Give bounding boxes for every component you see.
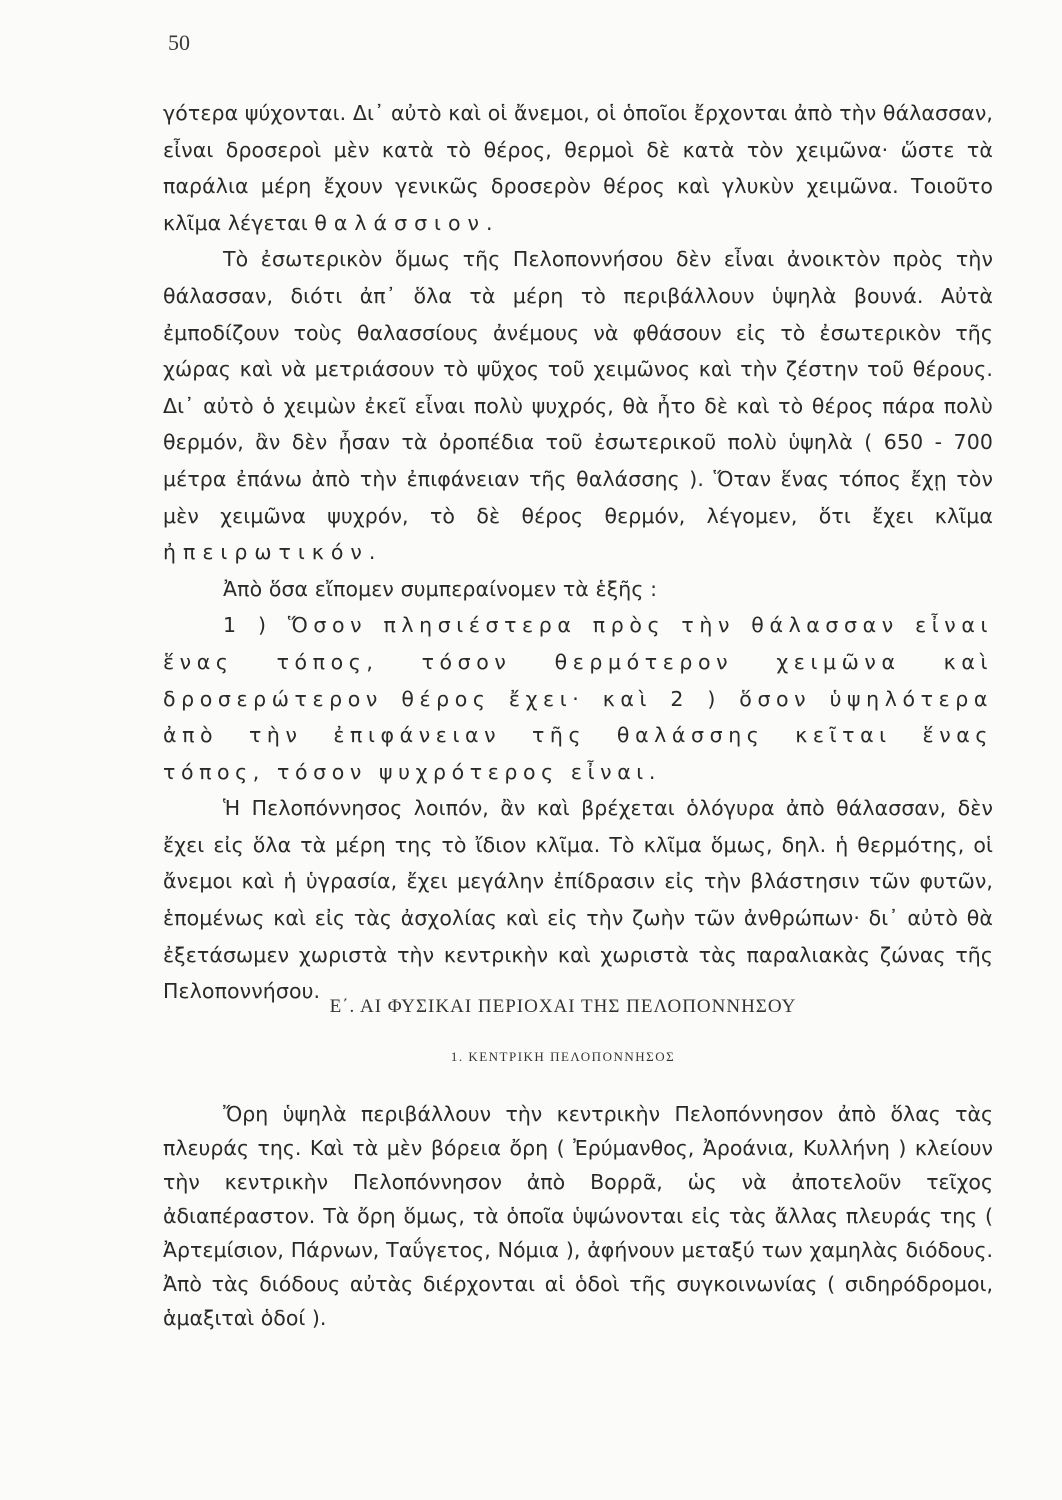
section-heading: Ε΄. ΑΙ ΦΥΣΙΚΑΙ ΠΕΡΙΟΧΑΙ ΤΗΣ ΠΕΛΟΠΟΝΝΗΣΟΥ [329,996,797,1017]
paragraph-conclusion: 1 ) Ὅσον πλησιέστερα πρὸς τὴν θάλασσαν εἶναι ἕνας τόπος, τόσον θερμότερον χειμῶνα καὶ δροσερώτερον θέρος ἔχει· καὶ 2 ) ὅσον ὑψηλότερα ἀπὸ τὴν ἐπιφάνειαν τῆς θαλάσσης κεῖται ἕνας τόπος, τόσον ψυχρότερος εἶναι. [163,613,993,784]
paragraph: γότερα ψύχονται. Δι᾽ αὐτὸ καὶ οἱ ἄνεμοι, οἱ ὁποῖοι ἔρχονται ἀπὸ τὴν θάλασσαν, εἶναι δροσεροὶ μὲν κατὰ τὸ θέρος, θερμοὶ δὲ κατὰ τὸν χειμῶνα· ὥστε τὰ παράλια μέρη ἔχουν γενικῶς δροσερὸν θέρος καὶ γλυκὺν χειμῶνα. Τοιοῦτο κλῖμα λέγεται θαλάσσιον. [163,101,994,235]
emphasized-term: θαλάσσιον. [314,210,500,235]
body-text [163,95,993,1010]
paragraph: Ὄρη ὑψηλὰ περιβάλλουν τὴν κεντρικὴν Πελοπόννησον ἀπὸ ὅλας τὰς πλευράς της. Καὶ τὰ μὲν βόρεια ὄρη ( Ἐρύμανθος, Ἀροάνια, Κυλλήνη ) κλείουν τὴν κεντρικὴν Πελοπόννησον ἀπὸ Βορρᾶ, ὡς νὰ ἀποτελοῦν τεῖχος ἀδιαπέραστον. Τὰ ὄρη ὅμως, τὰ ὁποῖα ὑψώνονται εἰς τὰς ἄλλας πλευράς της ( Ἀρτεμίσιον, Πάρνων, Ταΰγετος, Νόμια ), ἀφήνουν μεταξύ των χαμηλὰς διόδους. Ἀπὸ τὰς διόδους αὐτὰς διέρχονται αἱ ὁδοὶ τῆς συγκοινωνίας ( σιδηρόδρομοι, ἁμαξιταὶ ὁδοί ). [163,1102,993,1330]
subsection-heading: 1. ΚΕΝΤΡΙΚΗ ΠΕΛΟΠΟΝΝΗΣΟΣ [450,1049,676,1064]
paragraph: Ἀπὸ ὅσα εἴπομεν συμπεραίνομεν τὰ ἑξῆς : [223,576,658,601]
paragraph: Τὸ ἐσωτερικὸν ὅμως τῆς Πελοποννήσου δὲν εἶναι ἀνοικτὸν πρὸς τὴν θάλασσαν, διότι ἀπ᾽ ὅλα τὰ μέρη τὸ περιβάλλουν ὑψηλὰ βουνά. Αὐτὰ ἐμποδίζουν τοὺς θαλασσίους ἀνέμους νὰ φθάσουν εἰς τὸ ἐσωτερικὸν τῆς χώρας καὶ νὰ μετριάσουν τὸ ψῦχος τοῦ χειμῶνος καὶ τὴν ζέστην τοῦ θέρους. Δι᾽ αὐτὸ ὁ χειμὼν ἐκεῖ εἶναι πολὺ ψυχρός, θὰ ἦτο δὲ καὶ τὸ θέρος πάρα πολὺ θερμόν, ἂν δὲν ἦσαν τὰ ὀροπέδια τοῦ ἐσωτερικοῦ πολὺ ὑψηλὰ ( 650 - 700 μέτρα ἐπάνω ἀπὸ τὴν ἐπιφάνειαν τῆς θαλάσσης ). Ὅταν ἕνας τόπος ἔχῃ τὸν μὲν χειμῶνα ψυχρόν, τὸ δὲ θέρος θερμόν, λέγομεν, ὅτι ἔχει κλῖμα ἠπειρωτικόν. [163,247,993,565]
section-body-text [163,1097,993,1335]
page-number: 50 [168,30,190,55]
paragraph: Ἡ Πελοπόννησος λοιπόν, ἂν καὶ βρέχεται ὁλόγυρα ἀπὸ θάλασσαν, δὲν ἔχει εἰς ὅλα τὰ μέρη της τὸ ἴδιον κλῖμα. Τὸ κλῖμα ὅμως, δηλ. ἡ θερμότης, οἱ ἄνεμοι καὶ ἡ ὑγρασία, ἔχει μεγάλην ἐπίδρασιν εἰς τὴν βλάστησιν τῶν φυτῶν, ἑπομένως καὶ εἰς τὰς ἀσχολίας καὶ εἰς τὴν ζωὴν τῶν ἀνθρώπων· δι᾽ αὐτὸ θὰ ἐξετάσωμεν χωριστὰ τὴν κεντρικὴν καὶ χωριστὰ τὰς παραλιακὰς ζώνας τῆς Πελοποννήσου. [163,796,993,1004]
emphasized-term: ἠπειρωτικόν. [163,540,383,565]
